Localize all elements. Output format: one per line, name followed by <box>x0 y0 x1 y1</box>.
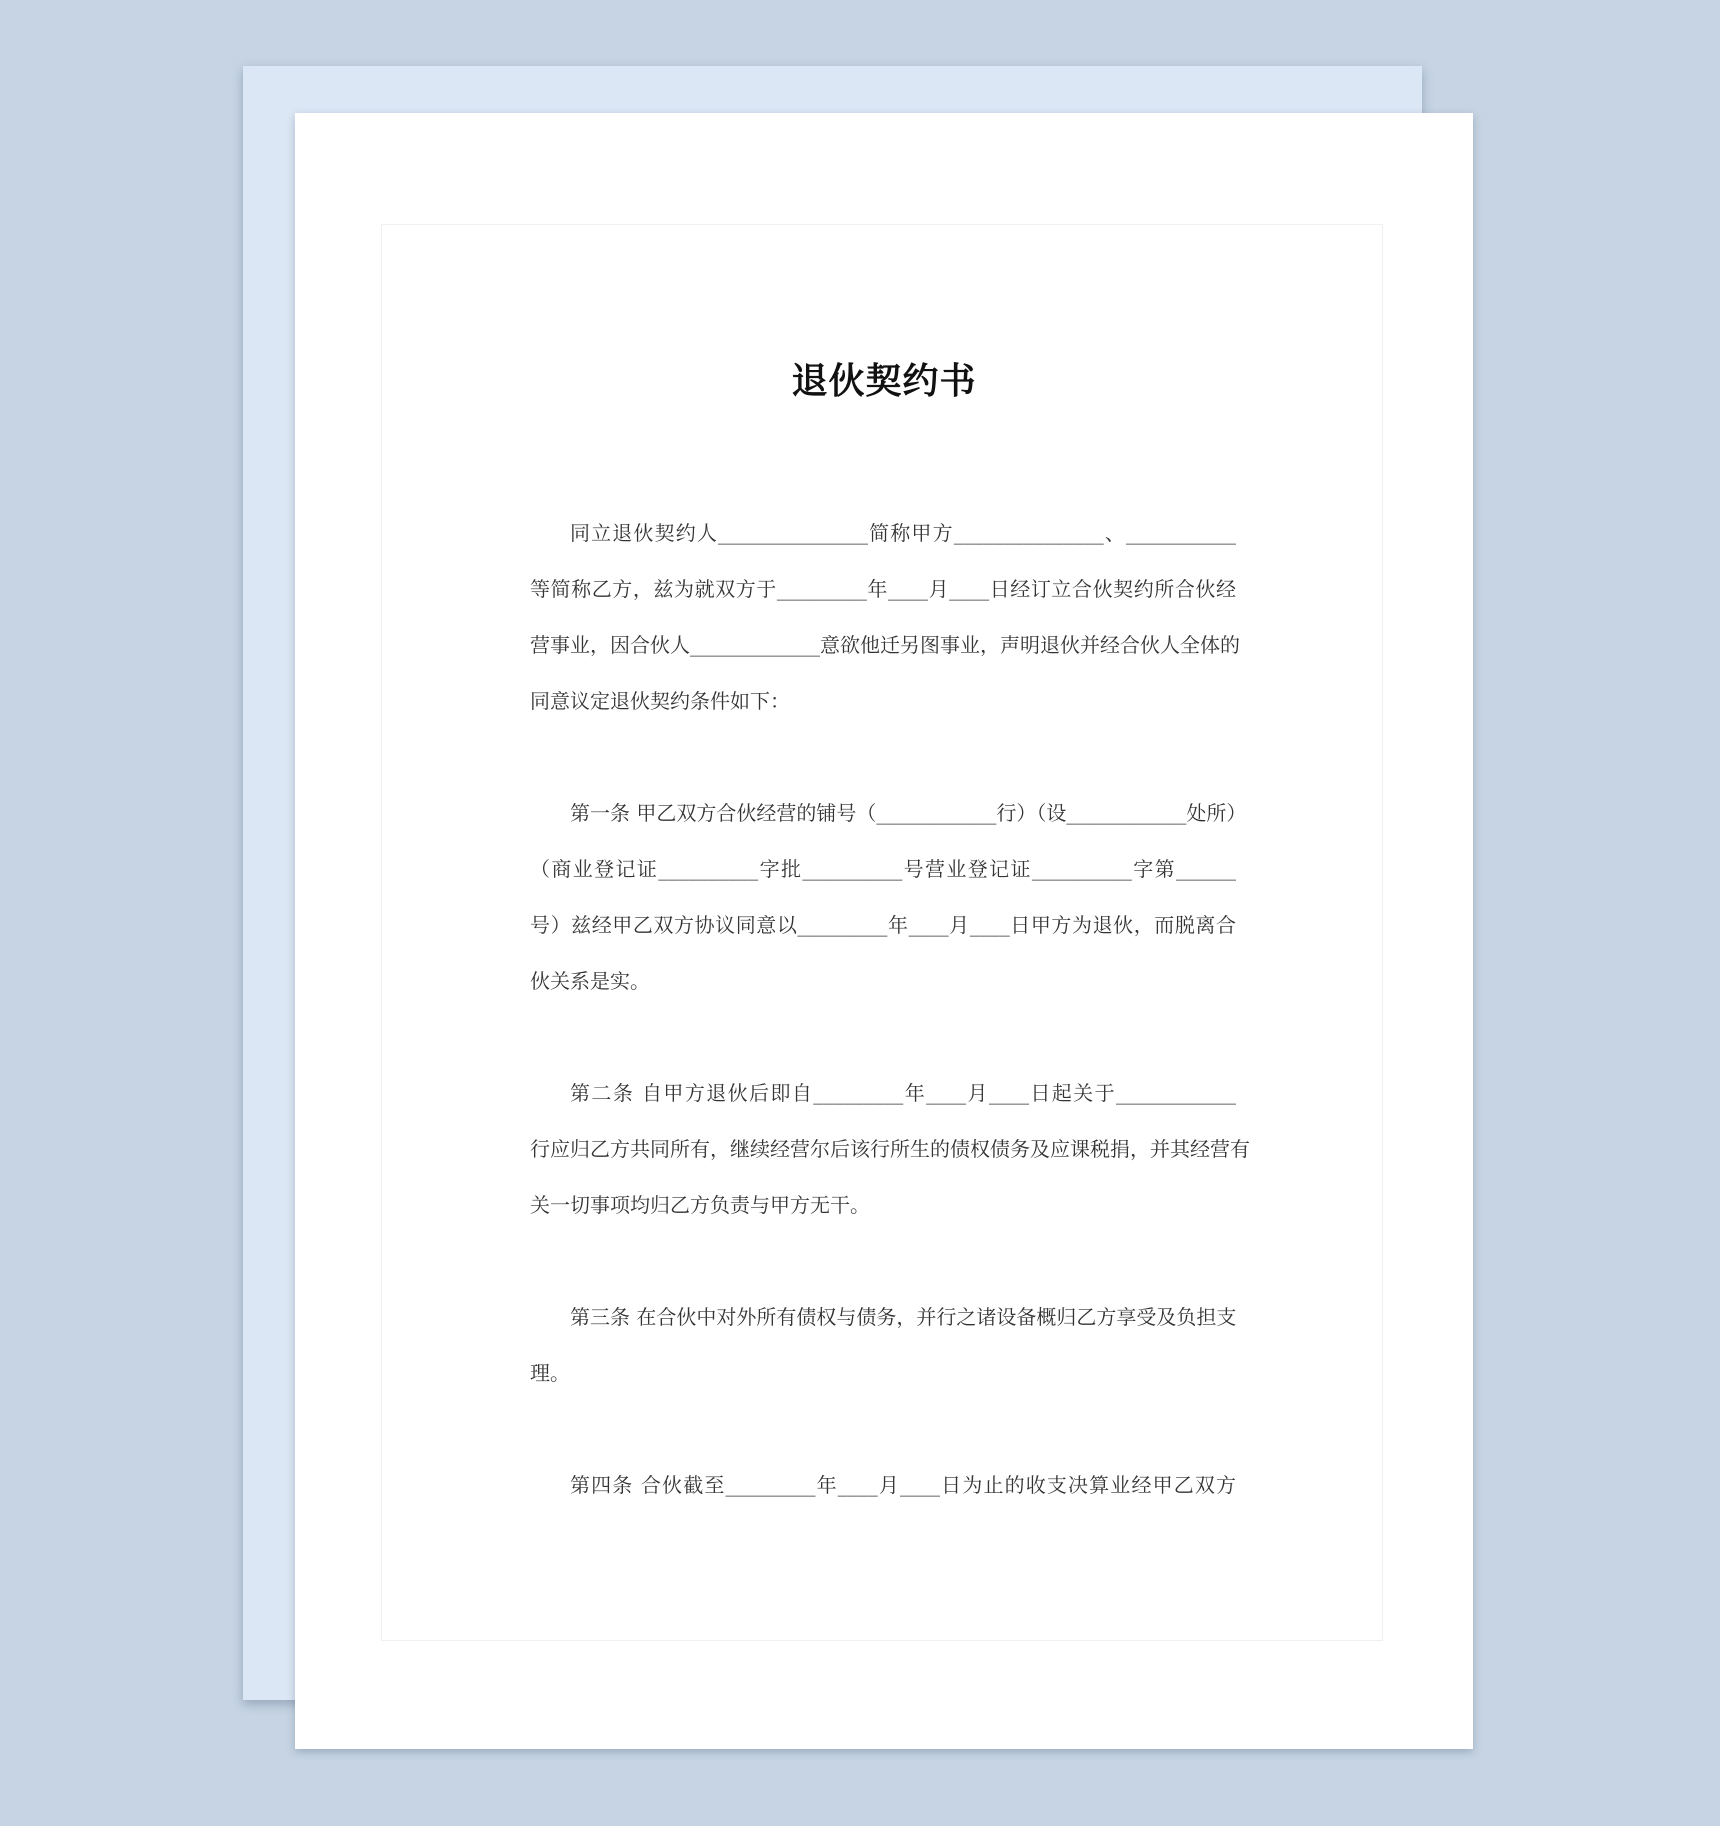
paragraph <box>530 505 1240 729</box>
paragraph-line: 伙关系是实。 <box>530 969 650 993</box>
paragraph <box>530 1289 1236 1401</box>
document-body <box>530 505 1250 1569</box>
paragraph <box>530 1457 1236 1513</box>
paragraph-line: 号）兹经甲乙双方协议同意以_________年____月____日甲方为退伙，而脱离合 <box>530 913 1236 937</box>
paragraph-line: 行应归乙方共同所有，继续经营尔后该行所生的债权债务及应课税捐，并其经营有 <box>530 1137 1250 1161</box>
paragraph-line: 第三条 在合伙中对外所有债权与债务，并行之诸设备概归乙方享受及负担支 <box>570 1305 1237 1329</box>
paragraph-line: 关一切事项均归乙方负责与甲方无干。 <box>530 1193 870 1217</box>
paragraph-line: 第四条 合伙截至_________年____月____日为止的收支决算业经甲乙双方 <box>570 1473 1236 1497</box>
paragraph-line: 第二条 自甲方退伙后即自_________年____月____日起关于____________ <box>570 1081 1236 1105</box>
paragraph-line: 等简称乙方，兹为就双方于_________年____月____日经订立合伙契约所合伙经 <box>530 577 1236 601</box>
paragraph-line: 同意议定退伙契约条件如下： <box>530 689 790 713</box>
document-title: 退伙契约书 <box>791 361 977 402</box>
paragraph <box>530 1065 1250 1233</box>
paragraph-line: 营事业，因合伙人_____________意欲他迁另图事业，声明退伙并经合伙人全体的 <box>530 633 1240 657</box>
paragraph-line: （商业登记证__________字批__________号营业登记证__________字第______ <box>530 857 1236 881</box>
paragraph-line: 同立退伙契约人_______________简称甲方_______________、___________ <box>570 521 1236 545</box>
paragraph-line: 第一条 甲乙双方合伙经营的铺号（____________行）（设____________处所） <box>570 801 1247 825</box>
document-page <box>295 113 1473 1749</box>
paragraph-line: 理。 <box>530 1361 570 1385</box>
paragraph <box>530 785 1247 1009</box>
